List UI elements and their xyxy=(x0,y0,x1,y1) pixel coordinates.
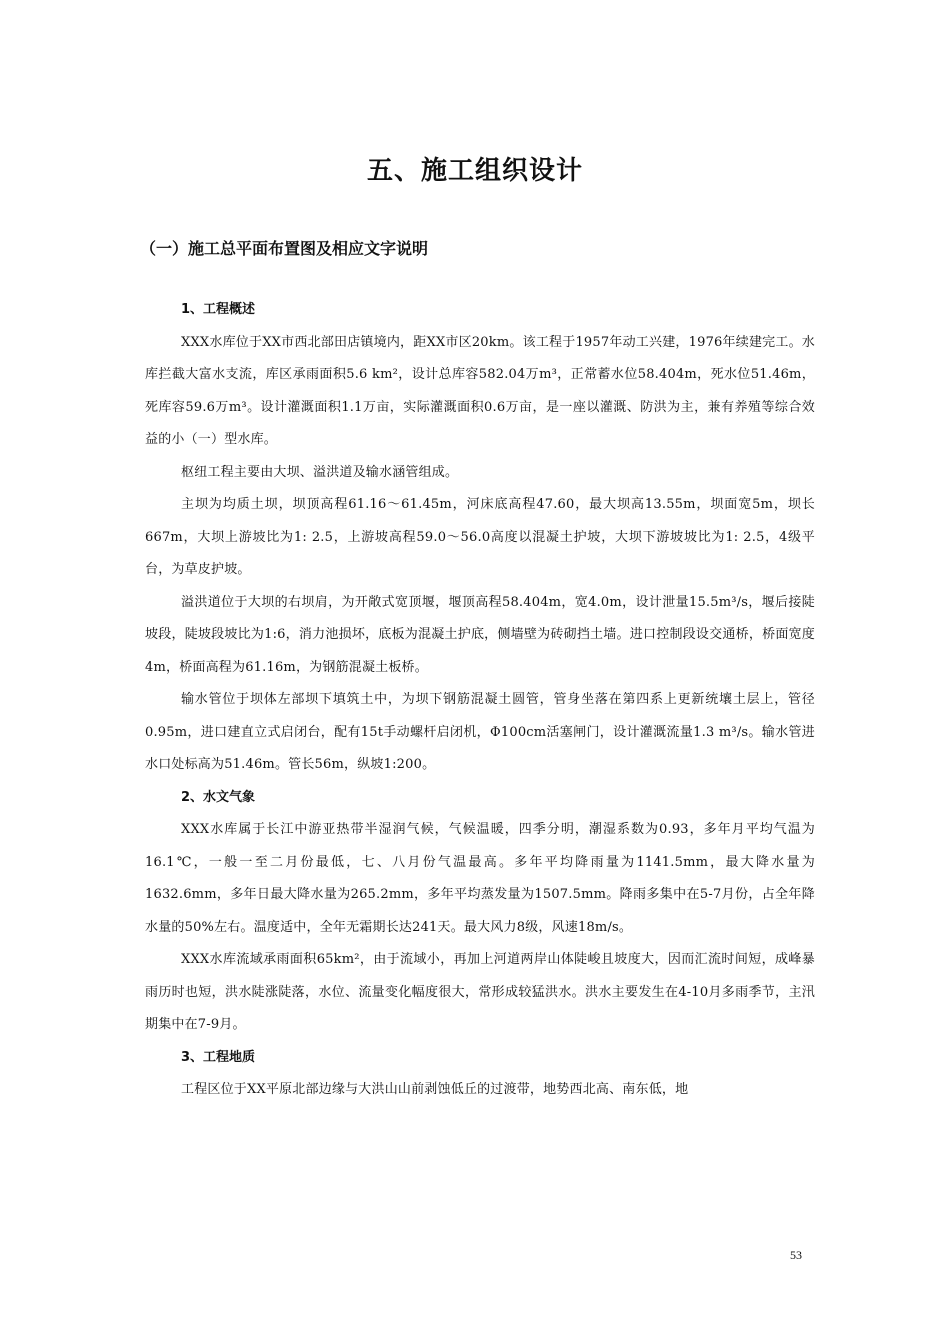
paragraph-geology: 工程区位于XX平原北部边缘与大洪山山前剥蚀低丘的过渡带，地势西北高、南东低，地 xyxy=(181,1082,689,1097)
paragraph-spillway: 溢洪道位于大坝的右坝肩，为开敞式宽顶堰，堰顶高程58.404m，宽4.0m，设计泄量15.5m³/s，堰后接陡坡段，陡坡段坡比为1:6，消力池损坏，底板为混凝土护底，侧墙壁为砖砌挡土墙。进口控制段设交通桥，桥面宽度4m，桥面高程为61.16m，为钢筋混凝土板桥。 xyxy=(145,594,815,675)
page-number: 53 xyxy=(790,1248,802,1262)
section-heading: （一）施工总平面布置图及相应文字说明 xyxy=(140,239,429,258)
paragraph-hub: 枢纽工程主要由大坝、溢洪道及输水涵管组成。 xyxy=(181,464,459,480)
body-text xyxy=(145,294,815,1107)
paragraph-climate: XXX水库属于长江中游亚热带半湿润气候，气候温暖，四季分明，潮湿系数为0.93，多年月平均气温为16.1℃，一般一至二月份最低，七、八月份气温最高。多年平均降雨量为1141.5mm，最大降水量为1632.6mm，多年日最大降水量为265.2mm，多年平均蒸发量为1507.5mm。降雨多集中在5-7月份，占全年降水量的50%左右。温度适中，全年无霜期长达241天。最大风力8级，风速18m/s。 xyxy=(145,822,815,935)
paragraph-hydrology: XXX水库流域承雨面积65km²，由于流域小，再加上河道两岸山体陡峻且坡度大，因而汇流时间短，成峰暴雨历时也短，洪水陡涨陡落，水位、流量变化幅度很大，常形成较猛洪水。洪水主要发生在4-10月多雨季节，主汛期集中在7-9月。 xyxy=(145,952,815,1032)
subsection-heading-2: 2、水文气象 xyxy=(181,789,256,805)
paragraph-main-dam: 主坝为均质土坝，坝顶高程61.16～61.45m，河床底高程47.60，最大坝高13.55m，坝面宽5m，坝长667m，大坝上游坡比为1: 2.5，上游坡高程59.0～56.0高度以混凝土护坡，大坝下游坡坡比为1: 2.5，4级平台，为草皮护坡。 xyxy=(145,497,815,577)
subsection-heading-3: 3、工程地质 xyxy=(181,1049,256,1065)
paragraph-outlet-pipe: 输水管位于坝体左部坝下填筑土中，为坝下钢筋混凝土圆管，管身坐落在第四系上更新统壤土层上，管径0.95m，进口建直立式启闭台，配有15t手动螺杆启闭机，Φ100cm活塞闸门，设计灌溉流量1.3 m³/s。输水管进水口处标高为51.46m。管长56m，纵坡1:200。 xyxy=(145,692,815,772)
paragraph-overview: XXX水库位于XX市西北部田店镇境内，距XX市区20km。该工程于1957年动工兴建，1976年续建完工。水库拦截大富水支流，库区承雨面积5.6 km²，设计总库容582.04万m³，正常蓄水位58.404m，死水位51.46m，死库容59.6万m³。设计灌溉面积1.1万亩，实际灌溉面积0.6万亩，是一座以灌溉、防洪为主，兼有养殖等综合效益的小（一）型水库。 xyxy=(145,334,815,447)
chapter-title: 五、施工组织设计 xyxy=(366,156,583,186)
subsection-heading-1: 1、工程概述 xyxy=(181,302,256,317)
